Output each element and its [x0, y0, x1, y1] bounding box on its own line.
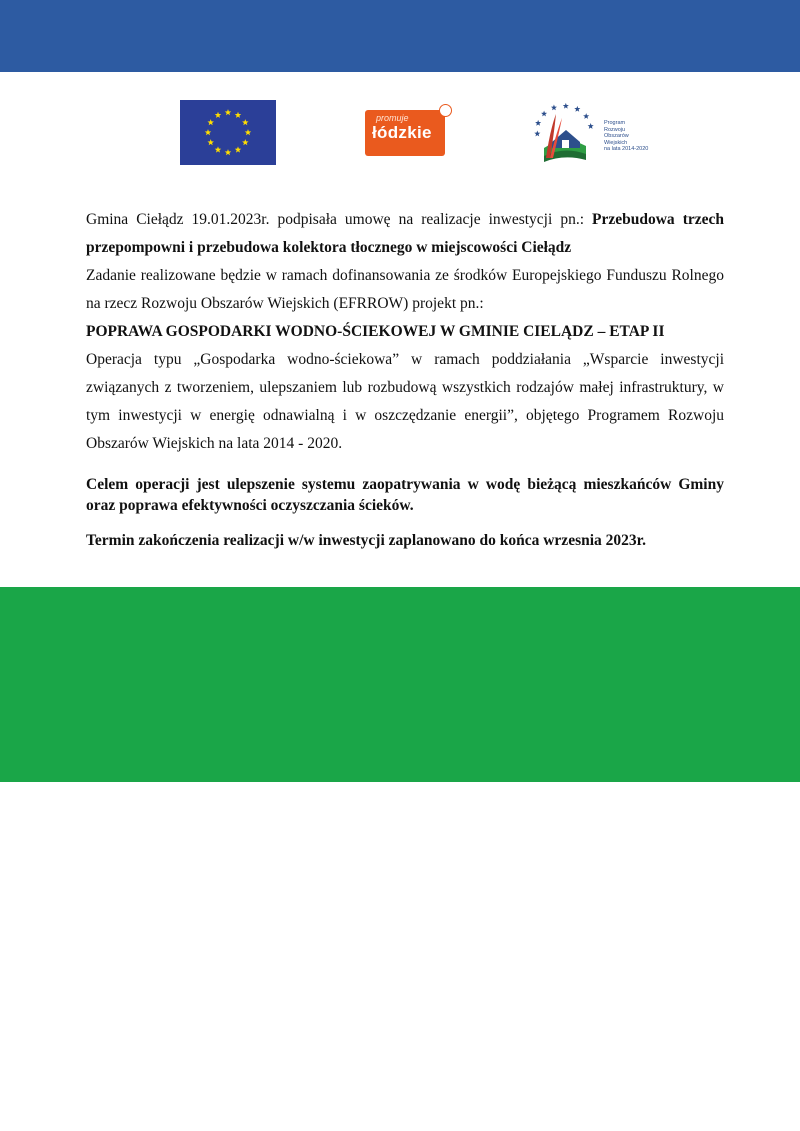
prow-line: Rozwoju [604, 126, 626, 133]
prow-star-icon [551, 105, 557, 111]
prow-logo-text [604, 120, 648, 153]
prow-star-icon [534, 131, 540, 137]
prow-star-icon [563, 103, 569, 109]
prow-line: Obszarów [604, 133, 629, 140]
prow-star-icon [574, 106, 580, 112]
prow-line: Wiejskich [604, 139, 628, 146]
paragraph-operation: Operacja typu „Gospodarka wodno-ściekowa” w ramach poddziałania „Wsparcie inwestycji związanych z tworzeniem, ulepszaniem lub rozbudową wszystkich rodzajów małej infrastruktury, w tym inwestycji w energię odnawialną i w oszczędzanie energii”, objętego Programem Rozwoju Obszarów Wiejskich na lata 2014 - 2020. [86, 351, 724, 452]
lodzkie-mark-icon [439, 104, 452, 117]
lodzkie-logo [362, 104, 454, 158]
prow-line: Program [604, 120, 626, 126]
investment-name: Przebudowa trzech przepompowni i przebudowa kolektora tłocznego w miejscowości Ciełądz [86, 211, 724, 256]
prow-star-icon [541, 111, 547, 117]
prow-star-icon [583, 113, 589, 119]
project-title: POPRAWA GOSPODARKI WODNO-ŚCIEKOWEJ W GMINIE CIELĄDZ – ETAP II [86, 323, 665, 340]
operation-goal: Celem operacji jest ulepszenie systemu zaopatrywania w wodę bieżącą mieszkańców Gminy oraz poprawa efektywności oczyszczania ścieków. [86, 476, 724, 514]
prow-logo-icon [526, 100, 602, 166]
paragraph-agreement [86, 206, 724, 262]
agreement-lead-text: Gmina Ciełądz 19.01.2023r. podpisała umowę na realizacje inwestycji pn.: [86, 211, 593, 228]
prow-line: na lata 2014-2020 [604, 146, 649, 153]
prow-star-icon [535, 120, 541, 126]
bottom-color-band [0, 587, 800, 782]
lodzkie-logo-small-text: promuje [376, 113, 409, 123]
prow-star-icon [588, 123, 594, 129]
announcement-body [86, 206, 724, 555]
prow-logo [526, 100, 649, 166]
lodzkie-logo-name: łódzkie [372, 123, 432, 142]
top-color-band [0, 0, 800, 72]
eu-flag-icon [180, 100, 276, 165]
completion-deadline: Termin zakończenia realizacji w/w inwestycji zaplanowano do końca wrzesnia 2023r. [86, 532, 646, 549]
paragraph-funding: Zadanie realizowane będzie w ramach dofinansowania ze środków Europejskiego Funduszu Rolnego na rzecz Rozwoju Obszarów Wiejskich (EFRROW) projekt pn.: [86, 267, 724, 312]
